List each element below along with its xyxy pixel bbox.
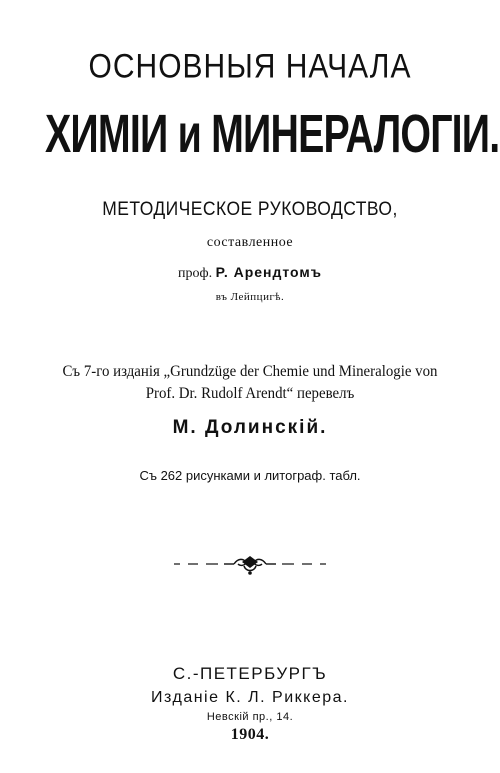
author-prefix: проф. (178, 266, 213, 281)
subtitle: МЕТОДИЧЕСКОЕ РУКОВОДСТВО, (102, 199, 398, 220)
imprint-address: Невскій пр., 14. (206, 711, 294, 723)
author-line (0, 265, 500, 281)
imprint-year: 1904. (230, 726, 270, 743)
ornament-divider-icon (170, 552, 330, 578)
author-city: въ Лейпцигѣ. (215, 291, 285, 303)
title-line-2: ХИМІИ и МИНЕРАЛОГІИ. (45, 104, 500, 165)
translation-line-1: Съ 7-го изданія „Grundzüge der Chemie und Mineralogie von (62, 363, 438, 380)
imprint-publisher: Изданіе К. Л. Риккера. (151, 689, 349, 706)
illustrations-note: Съ 262 рисунками и литограф. табл. (139, 468, 361, 483)
title-line-1: ОСНОВНЫЯ НАЧАЛА (88, 47, 412, 86)
compiled-by: составленное (206, 235, 294, 250)
author-name: Р. Арендтомъ (215, 264, 322, 280)
translator-name: М. Долинскій. (172, 417, 328, 438)
imprint-city: С.-ПЕТЕРБУРГЪ (172, 664, 328, 683)
translation-line-2: Prof. Dr. Rudolf Arendt“ перевелъ (145, 385, 355, 402)
